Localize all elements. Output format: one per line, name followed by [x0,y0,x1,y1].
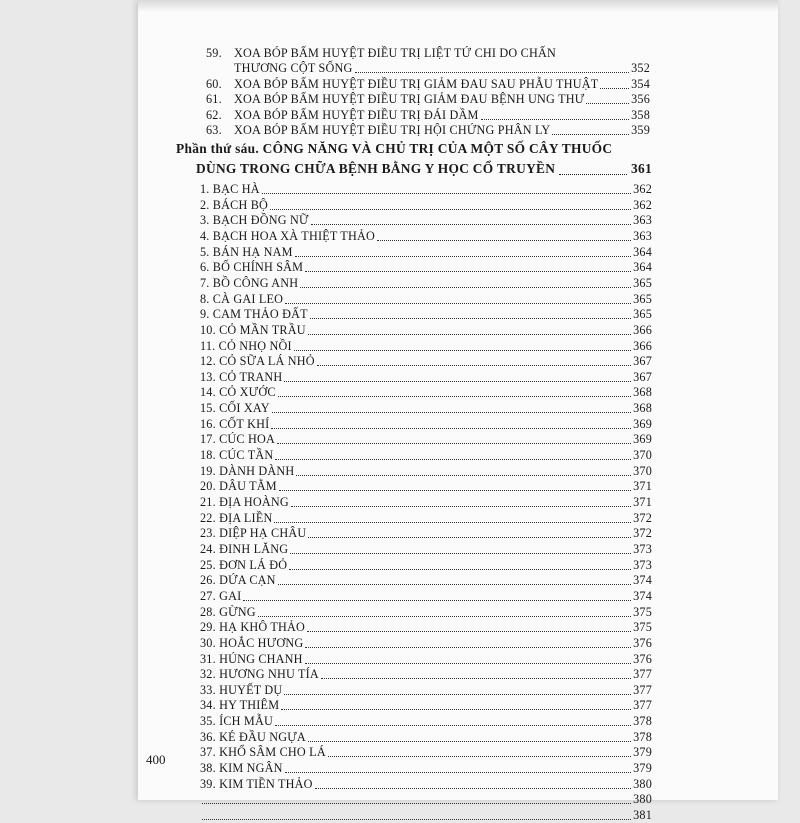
plant-entry [200,369,652,385]
toc-entry-page: 370 [633,463,652,478]
dot-leader [262,183,631,194]
dot-leader [284,371,631,382]
toc-entry-title: 6. BỐ CHÍNH SÂM [200,260,304,275]
dot-leader [310,308,631,319]
plant-entry [200,416,652,432]
plant-entry [200,697,652,713]
toc-entry-title: 22. ĐỊA LIỀN [200,510,273,525]
plant-entry [200,604,652,620]
toc-entry-page: 367 [633,354,652,369]
plant-entry [200,651,652,667]
dot-leader [285,293,631,304]
toc-entry-title: 29. HẠ KHÔ THẢO [200,620,306,635]
plant-entry [200,447,652,463]
dot-leader [311,214,632,225]
toc-entry-title: 20. DÂU TẰM [200,479,277,494]
plant-entry [200,619,652,635]
toc-entry-page: 373 [633,541,652,556]
toc-entry-title: 37. KHỔ SÂM CHO LÁ [200,745,326,760]
toc-entry-title: 14. CỎ XƯỚC [200,385,276,400]
dot-leader [377,230,631,241]
toc-entry-title: 7. BỒ CÔNG ANH [200,275,299,290]
plant-entry [200,275,652,291]
toc-entry-page: 363 [633,228,652,243]
plant-entry [200,776,652,792]
toc-entry-title: 33. HUYẾT DỤ [200,682,283,697]
toc-entry-page: 354 [631,76,650,91]
toc-entry-title: 23. DIỆP HẠ CHÂU [200,526,307,541]
toc-entry-title: 15. CỐI XAY [200,401,270,416]
toc-entry-title: 38. KIM NGÂN [200,761,283,776]
dot-leader [308,527,631,538]
dot-leader [600,78,629,89]
dot-leader [272,402,631,413]
dot-leader [279,480,631,491]
toc-entry-page: 376 [633,651,652,666]
plant-entry [200,463,652,479]
part-six-title: DÙNG TRONG CHỮA BỆNH BẰNG Y HỌC CỔ TRUYỀN [196,161,556,176]
toc-entry-62 [206,107,650,123]
toc-entry-title: 28. GỪNG [200,604,256,619]
toc-entry-title: 8. CÀ GAI LEO [200,291,284,306]
toc-entry-page: 377 [633,667,652,682]
toc-entry-page: 374 [633,573,652,588]
dot-leader [308,324,631,335]
dot-leader [277,433,631,444]
plant-entry [200,197,652,213]
plant-entry [200,666,652,682]
toc-entry-page: 378 [633,729,652,744]
toc-entry-title: 16. CỐT KHÍ [200,416,270,431]
toc-entry-page: 367 [633,369,652,384]
toc-entry-page: 369 [633,416,652,431]
dot-leader [274,512,631,523]
plant-entry [200,572,652,588]
toc-entry-page: 368 [633,401,652,416]
toc-entry-title: 27. GAI [200,588,242,603]
dot-leader [296,465,631,476]
dot-leader [284,684,631,695]
toc-entry-page: 369 [633,432,652,447]
toc-entry-number: 63. [206,123,222,137]
plant-entry [200,557,652,573]
toc-entry-page: 372 [633,526,652,541]
dot-leader [281,699,631,710]
toc-entry-page: 359 [631,123,650,137]
plant-entry [200,228,652,244]
toc-entry-page: 365 [633,275,652,290]
dot-leader [328,746,631,757]
dot-leader [275,449,631,460]
toc-entry-title: 1. BẠC HÀ [200,182,260,196]
plant-entry [200,400,652,416]
toc-entry-title: 35. ÍCH MẪU [200,714,273,729]
toc-entry-page: 380 [633,776,652,791]
toc-entry-page: 368 [633,385,652,400]
toc-entry-number: 60. [206,76,222,91]
toc-entry-page: 379 [633,761,652,776]
toc-entry-title: 3. BẠCH ĐỒNG NỮ [200,213,309,228]
toc-entry-title: 12. CỎ SỮA LÁ NHỎ [200,354,315,369]
part-six-heading: Phần thứ sáu. CÔNG NĂNG VÀ CHỦ TRỊ CỦA MỘT SỐ CÂY THUỐC [176,141,613,156]
toc-entry-page: 371 [633,479,652,494]
toc-entry-page: 381 [633,808,652,822]
plant-entry [200,713,652,729]
toc-entry-page: 364 [633,244,652,259]
dot-leader [285,762,631,773]
plant-entry [200,494,652,510]
dot-leader [317,355,631,366]
toc-entry-page: 365 [633,291,652,306]
toc-entry-title: 21. ĐỊA HOÀNG [200,495,289,509]
dot-leader [552,124,629,135]
toc-entry-page: 356 [631,92,650,106]
toc-entry-page: 366 [633,322,652,337]
plant-entry [200,729,652,745]
toc-entry-page: 358 [631,107,650,122]
dot-leader [305,637,631,648]
dot-leader [305,653,631,664]
plant-entry [200,244,652,260]
toc-entry-page: 372 [633,510,652,525]
dot-leader [289,559,631,570]
toc-entry-page: 352 [631,61,650,75]
toc-entry-title: 17. CÚC HOA [200,432,275,447]
dot-leader [295,246,631,257]
toc-entry-title: 13. CỎ TRANH [200,369,283,384]
toc-entry-title: 24. ĐINH LĂNG [200,541,289,556]
plant-entry [200,212,652,228]
plant-entry [200,510,652,526]
toc-entry-page: 379 [633,745,652,760]
toc-entry-title: 26. DỨA CẠN [200,573,276,588]
toc-entry-59-line2 [234,60,650,76]
dot-leader [308,731,631,742]
toc-entry-title: 5. BÁN HẠ NAM [200,244,293,259]
toc-entry-page: 365 [633,307,652,322]
dot-leader [355,62,630,73]
plant-entry [200,306,652,322]
plant-entry [200,259,652,275]
toc-entry-title: XOA BÓP BẤM HUYỆT ĐIỀU TRỊ GIẢM ĐAU SAU PHẪU THUẬT [234,76,599,91]
dot-leader [586,93,629,104]
toc-entry-number: 61. [206,92,222,106]
toc-entry-page: 376 [633,635,652,650]
toc-entry-title: XOA BÓP BẤM HUYỆT ĐIỀU TRỊ GIẢM ĐAU BỆNH UNG THƯ [234,92,585,106]
toc-continuation-line [200,807,652,823]
toc-entry-page: 380 [633,792,652,807]
plant-entry [200,744,652,760]
toc-entry-title: XOA BÓP BẤM HUYỆT ĐIỀU TRỊ HỘI CHỨNG PHÂN LY [234,123,551,137]
page-number: 400 [146,752,166,767]
plant-entry [200,682,652,698]
toc-entry-page: 363 [633,213,652,228]
toc-entry-59-line1 [206,45,556,61]
plant-entry [200,291,652,307]
dot-leader [300,277,631,288]
toc-entry-title: 9. CAM THẢO ĐẤT [200,307,308,322]
toc-entry-title: 19. DÀNH DÀNH [200,463,295,478]
dot-leader [271,418,631,429]
toc-entry-title: XOA BÓP BẤM HUYỆT ĐIỀU TRỊ ĐÁI DẦM [234,107,479,122]
plant-entry [200,181,652,197]
toc-entry-page: 378 [633,714,652,729]
part-six-heading-line2 [196,160,652,178]
plant-entry [200,525,652,541]
dot-leader [202,809,631,820]
dot-leader [294,340,631,351]
toc-entry-title: 2. BÁCH BỘ [200,197,269,212]
toc-entry-page: 371 [633,495,652,509]
toc-entry-number: 59. [206,46,222,60]
plant-entry [200,322,652,338]
toc-entry-63 [206,122,650,138]
dot-leader [321,668,631,679]
toc-entry-page: 375 [633,604,652,619]
dot-leader [305,261,631,272]
toc-entry-page: 362 [633,197,652,212]
toc-continuation-line [200,791,652,807]
dot-leader [278,574,631,585]
toc-entry-title: 10. CỎ MẦN TRẦU [200,322,306,337]
dot-leader [291,496,631,507]
toc-entry-title: 36. KÉ ĐẦU NGỰA [200,729,306,744]
dot-leader [258,606,631,617]
toc-entry-title: 39. KIM TIỀN THẢO [200,776,313,791]
toc-entry-title: 11. CỎ NHỌ NỒI [200,338,292,353]
plant-entry [200,635,652,651]
part-six-page: 361 [631,161,652,176]
plant-entry [200,431,652,447]
plant-entry [200,760,652,776]
plant-entry [200,478,652,494]
dot-leader [202,793,631,804]
toc-entry-page: 374 [633,588,652,603]
page-top-edge [138,0,778,12]
dot-leader [278,386,631,397]
toc-entry-title: 4. BẠCH HOA XÀ THIỆT THẢO [200,228,375,243]
dot-leader [481,109,630,120]
dot-leader [275,715,631,726]
toc-entry-page: 364 [633,260,652,275]
toc-entry-page: 375 [633,620,652,635]
dot-leader [290,543,631,554]
toc-entry-page: 370 [633,448,652,463]
toc-entry-page: 362 [633,182,652,196]
toc-entry-title: 34. HY THIÊM [200,698,280,713]
toc-entry-title: 31. HÚNG CHANH [200,651,303,666]
toc-entry-page: 377 [633,698,652,713]
plant-entry [200,353,652,369]
toc-entry-page: 377 [633,682,652,697]
toc-entry-60 [206,76,650,92]
dot-leader [270,199,631,210]
toc-entry-number: 62. [206,107,222,122]
dot-leader [243,590,631,601]
toc-entry-title: 32. HƯƠNG NHU TÍA [200,667,319,682]
dot-leader [559,163,627,175]
plant-entry [200,541,652,557]
plant-entry [200,338,652,354]
toc-entry-title: XOA BÓP BẤM HUYỆT ĐIỀU TRỊ LIỆT TỨ CHI DO CHẤN [234,46,556,60]
toc-entry-title: 18. CÚC TẦN [200,448,274,463]
toc-entry-page: 373 [633,557,652,572]
toc-entry-title: 25. ĐƠN LÁ ĐỎ [200,557,288,572]
dot-leader [315,778,631,789]
toc-entry-page: 366 [633,338,652,353]
toc-entry-title: THƯƠNG CỘT SỐNG [234,61,353,75]
toc-entry-61 [206,91,650,107]
plant-entry [200,384,652,400]
plant-entry [200,588,652,604]
dot-leader [307,621,631,632]
toc-entry-title: 30. HOẮC HƯƠNG [200,635,304,650]
